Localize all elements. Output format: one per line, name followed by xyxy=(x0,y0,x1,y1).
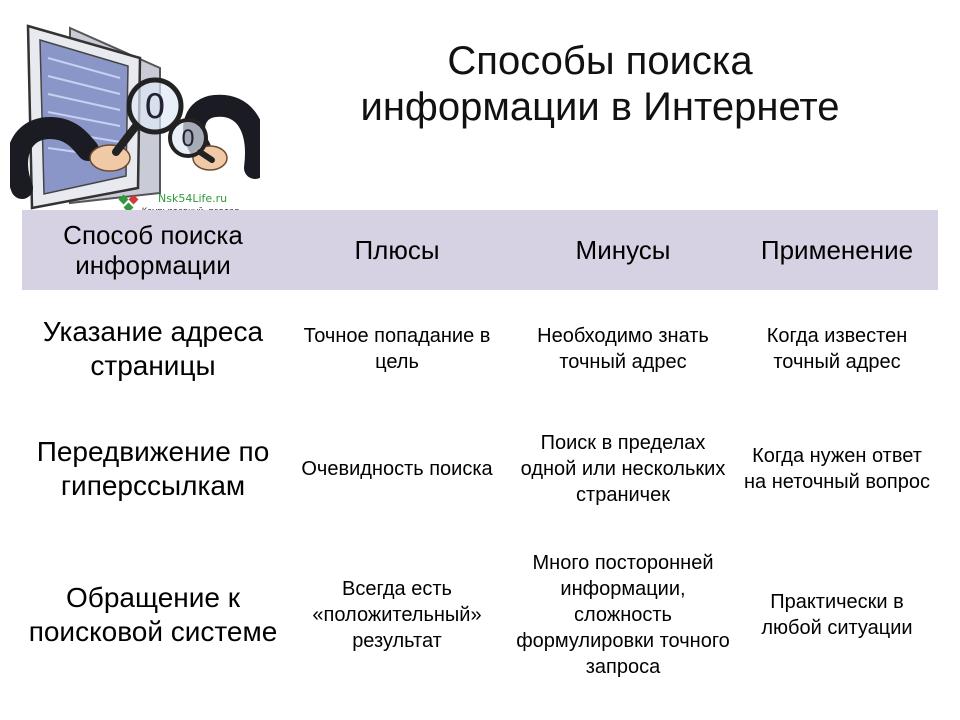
row2-usage: Когда нужен ответ на неточный вопрос xyxy=(743,445,930,493)
row1-usage: Когда известен точный адрес xyxy=(766,325,908,373)
header-method: Способ поиска информации xyxy=(22,210,284,290)
row3-cons: Много посторонней информации, сложность формулировки точного запроса xyxy=(516,552,730,678)
computer-search-illustration xyxy=(10,18,260,223)
row2-cons: Поиск в пределах одной или нескольких страничек xyxy=(520,432,726,506)
row3-usage: Практически в любой ситуации xyxy=(761,591,913,639)
row1-cons: Необходимо знать точный адрес xyxy=(537,325,709,373)
row3-pros: Всегда есть «положительный» результат xyxy=(312,578,482,652)
logo-line1: Nsk54Life.ru xyxy=(158,192,228,205)
svg-text:0: 0 xyxy=(144,87,166,127)
title-line2: информации в Интернете xyxy=(360,85,840,129)
page-title xyxy=(300,38,900,130)
svg-text:0: 0 xyxy=(181,127,195,152)
row1-method: Указание адреса страницы xyxy=(42,316,264,381)
title-line1: Способы поиска xyxy=(447,39,753,83)
row3-method: Обращение к поисковой системе xyxy=(28,582,278,647)
header-usage: Применение xyxy=(736,210,938,290)
row2-method: Передвижение по гиперссылкам xyxy=(36,436,270,501)
methods-table xyxy=(22,210,938,700)
header-cons: Минусы xyxy=(510,210,736,290)
row1-pros: Точное попадание в цель xyxy=(303,325,491,373)
header-pros: Плюсы xyxy=(284,210,510,290)
row2-pros: Очевидность поиска xyxy=(301,458,493,480)
